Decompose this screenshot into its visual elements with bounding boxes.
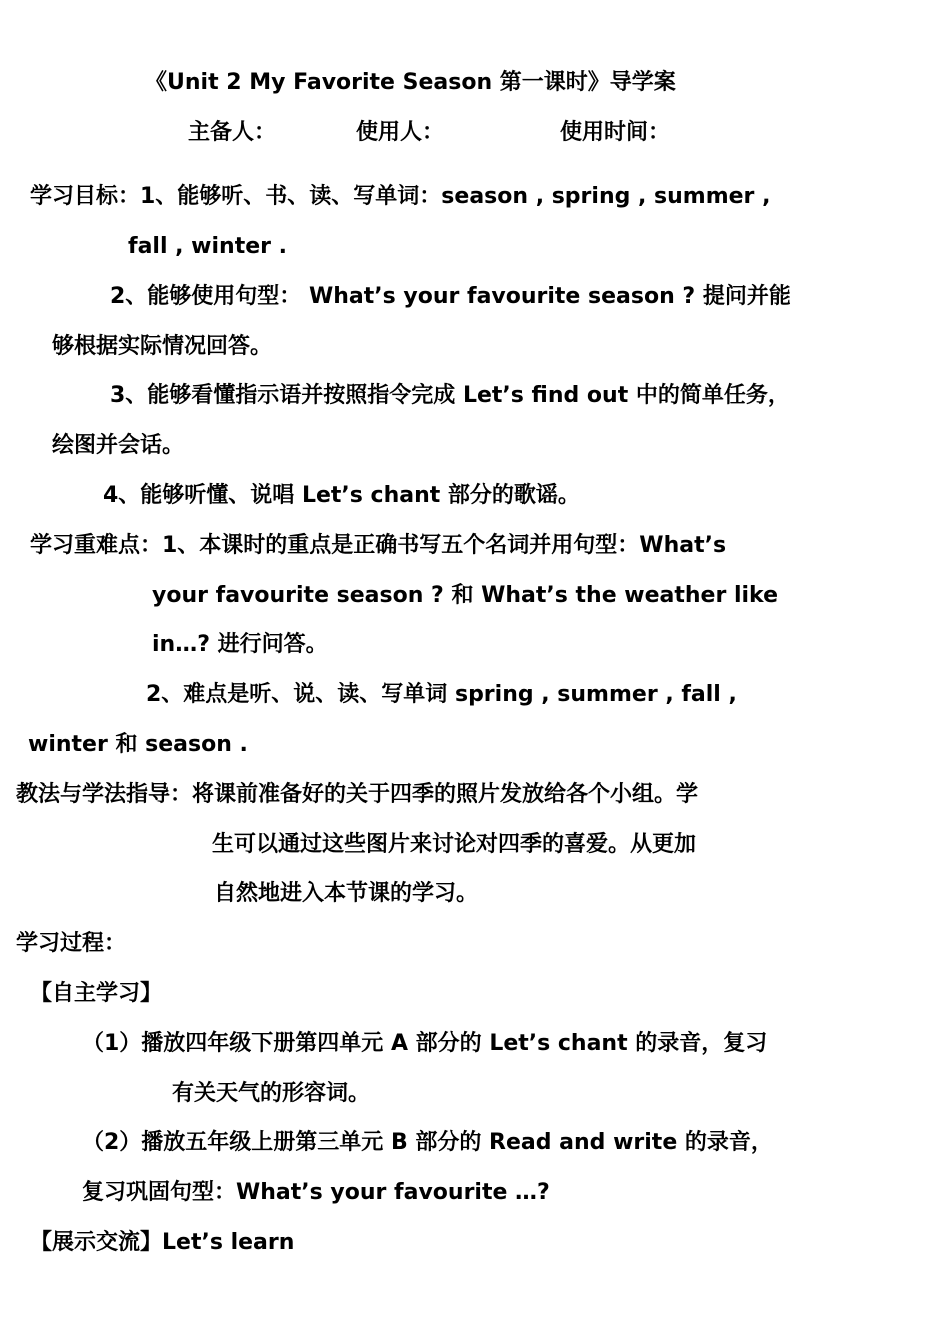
objectives-line: 3、能够看懂指示语并按照指令完成 Let’s find out 中的简单任务， — [110, 383, 790, 408]
objectives-line: 够根据实际情况回答。 — [52, 334, 273, 359]
key-points-line: winter 和 season . — [28, 732, 248, 757]
objectives-line: fall , winter . — [128, 234, 288, 259]
objectives-line: 学习目标：1、能够听、书、读、写单词：season , spring , summer , — [30, 184, 771, 209]
key-points-line: 2、难点是听、说、读、写单词 spring , summer , fall , — [146, 682, 737, 707]
user-label: 使用人： — [356, 120, 445, 145]
objectives-line: 2、能够使用句型： What’s your favourite season ? 提问并能 — [110, 284, 791, 309]
page-title: 《Unit 2 My Favorite Season 第一课时》导学案 — [145, 70, 676, 95]
process-heading: 学习过程： — [16, 931, 127, 956]
process-item-line: 有关天气的形容词。 — [172, 1081, 371, 1106]
self-study-heading: 【自主学习】 — [30, 981, 163, 1006]
process-item-line: （1）播放四年级下册第四单元 A 部分的 Let’s chant 的录音，复习 — [82, 1031, 768, 1056]
method-line: 生可以通过这些图片来讨论对四季的喜爱。从更加 — [212, 832, 697, 857]
method-line: 自然地进入本节课的学习。 — [214, 881, 479, 906]
process-item-line: （2）播放五年级上册第三单元 B 部分的 Read and write 的录音， — [82, 1130, 773, 1155]
method-line: 教法与学法指导：将课前准备好的关于四季的照片发放给各个小组。学 — [16, 782, 699, 807]
key-points-line: your favourite season ? 和 What’s the weather like — [152, 583, 779, 608]
lead-preparer-label: 主备人： — [188, 120, 277, 145]
exchange-heading: 【展示交流】Let’s learn — [30, 1230, 295, 1255]
key-points-line: in…? 进行问答。 — [152, 632, 328, 657]
objectives-line: 4、能够听懂、说唱 Let’s chant 部分的歌谣。 — [103, 483, 580, 508]
objectives-line: 绘图并会话。 — [52, 433, 185, 458]
key-points-line: 学习重难点：1、本课时的重点是正确书写五个名词并用句型：What’s — [30, 533, 727, 558]
usage-time-label: 使用时间： — [560, 120, 671, 145]
process-item-line: 复习巩固句型：What’s your favourite …? — [82, 1180, 550, 1205]
